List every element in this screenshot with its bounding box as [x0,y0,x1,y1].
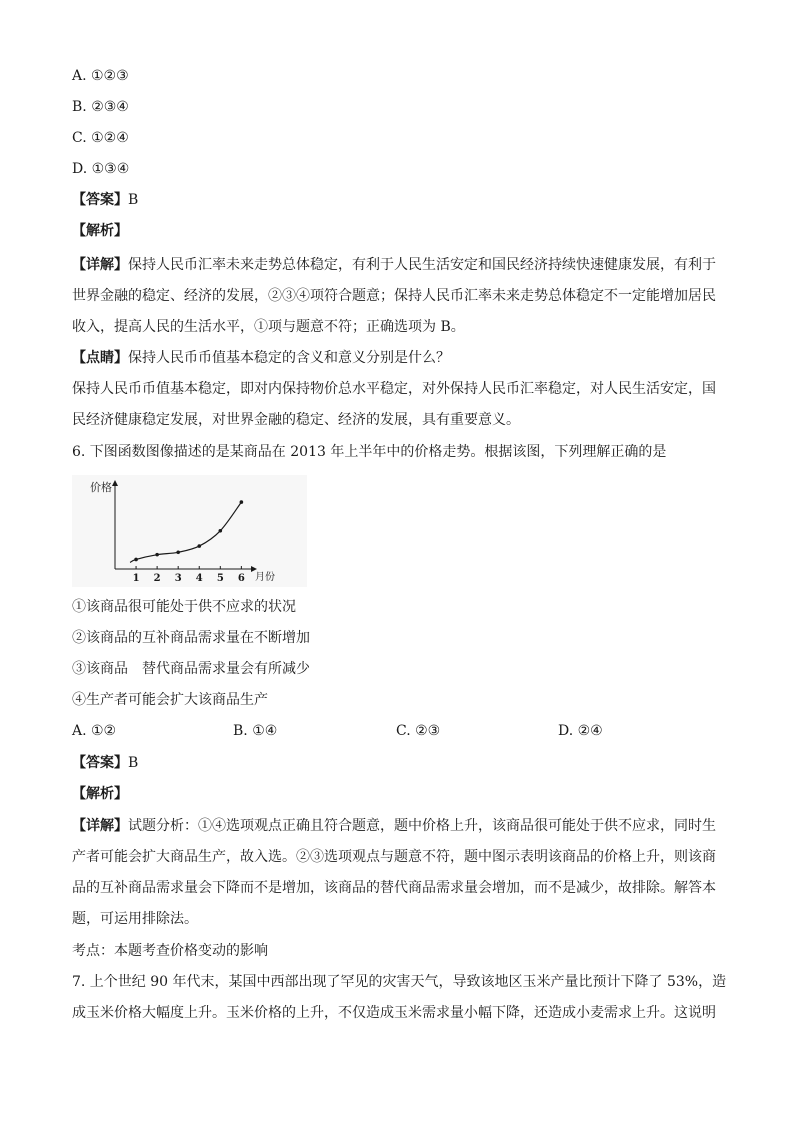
q6-analysis-tag [72,784,128,804]
x-axis-label: 月份 [255,572,275,583]
q5-option-b: B. ②③④ [72,99,129,115]
q6-detail-line-3: 品的互补商品需求量会下降而不是增加，该商品的替代商品需求量会增加，而不是减少，故排除。解答本 [72,880,716,896]
q5-tip-line-1: 保持人民币币值基本稳定，即对内保持物价总水平稳定，对外保持人民币汇率稳定，对人民生活安定，国 [72,381,716,397]
q5-detail-line-2: 世界金融的稳定、经济的发展，②③④项符合题意；保持人民币汇率未来走势总体稳定不一定能增加居民 [72,288,716,304]
q5-detail-line-1 [72,255,716,275]
q6-stem: 6. 下图函数图像描述的是某商品在 2013 年上半年中的价格走势。根据该图，下列理解正确的是 [72,444,667,460]
analysis-tag: 【解析】 [72,786,128,802]
tip-tag: 【点睛】 [72,350,128,366]
q6-option-b: B. ①④ [233,723,278,739]
q6-statement-2: ②该商品的互补商品需求量在不断增加 [72,630,310,646]
q6-statement-4: ④生产者可能会扩大该商品生产 [72,692,268,708]
x-tick-label: 1 [132,573,140,584]
q6-option-c: C. ②③ [396,723,441,739]
detail-text: 保持人民币汇率未来走势总体稳定，有利于人民生活安定和国民经济持续快速健康发展，有利于 [128,257,716,273]
answer-tag: 【答案】 [72,192,128,208]
answer-value: B [128,192,139,208]
detail-text: 试题分析：①④选项观点正确且符合题意，题中价格上升，该商品很可能处于供不应求，同时生 [128,818,716,834]
x-tick-label: 5 [216,573,224,584]
q7-line-1: 7. 上个世纪 90 年代末，某国中西部出现了罕见的灾害天气，导致该地区玉米产量比预计下降了 53%，造 [72,974,727,990]
data-point [197,544,201,548]
q6-kaodian: 考点：本题考查价格变动的影响 [72,943,268,959]
q5-detail-line-3: 收入，提高人民的生活水平，①项与题意不符；正确选项为 B。 [72,319,465,335]
x-tick-label: 4 [195,573,203,584]
q6-statement-3: ③该商品 替代商品需求量会有所减少 [72,661,310,677]
q5-option-a: A. ①②③ [72,68,129,84]
y-axis-label: 价格 [90,481,112,494]
q5-tip-line-2: 民经济健康稳定发展，对世界金融的稳定、经济的发展，具有重要意义。 [72,412,520,428]
data-point [176,550,180,554]
detail-tag: 【详解】 [72,818,128,834]
answer-value: B [128,755,139,771]
detail-tag: 【详解】 [72,257,128,273]
data-point [155,553,159,557]
q6-detail-line-1 [72,816,716,836]
q6-option-a: A. ①② [72,723,117,739]
data-point [240,500,244,504]
analysis-tag: 【解析】 [72,223,128,239]
q7-line-2: 成玉米价格大幅度上升。玉米价格的上升，不仅造成玉米需求量小幅下降，还造成小麦需求上升。这说明 [72,1005,716,1021]
q6-answer [72,753,138,773]
data-point [134,558,138,562]
answer-tag: 【答案】 [72,755,128,771]
data-point [219,529,223,533]
q5-analysis-tag [72,221,128,241]
x-tick-label: 3 [174,573,182,584]
q5-option-c: C. ①②④ [72,130,129,146]
q6-option-d: D. ②④ [558,723,603,739]
tip-question: 保持人民币币值基本稳定的含义和意义分别是什么？ [128,350,450,366]
q5-answer [72,190,138,210]
x-tick-label: 6 [237,573,245,584]
q5-tip-line [72,348,450,368]
q6-statement-1: ①该商品很可能处于供不应求的状况 [72,599,296,615]
q5-option-d: D. ①③④ [72,161,130,177]
q6-detail-line-4: 题，可运用排除法。 [72,911,198,927]
x-tick-label: 2 [153,573,161,584]
price-trend-chart [72,475,307,587]
q6-options [72,721,732,741]
q6-detail-line-2: 产者可能会扩大商品生产，故入选。②③选项观点与题意不符，题中图示表明该商品的价格上升，则该商 [72,849,716,865]
